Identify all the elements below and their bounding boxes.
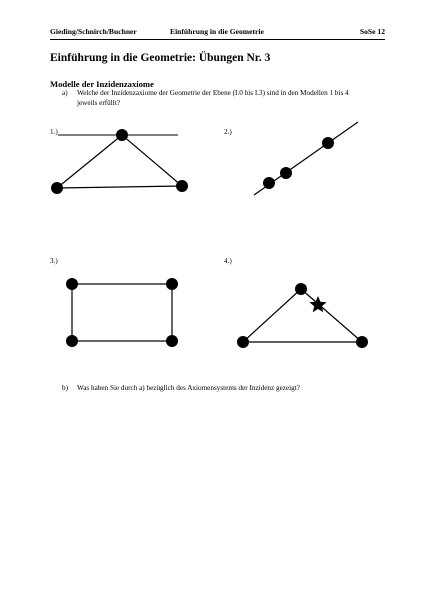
page-title: Einführung in die Geometrie: Übungen Nr. 3 (50, 52, 271, 64)
fig1-point (51, 182, 63, 194)
header-semester: SoSe 12 (359, 27, 385, 36)
fig4-edge (243, 289, 301, 342)
question-a-text: Welche der Inzidenzaxiome der Geometrie der Ebene (I.0 bis I.3) sind in den Modellen 1 bis 4 jeweils erfüllt? (77, 89, 349, 107)
fig2-point (263, 177, 275, 189)
figure-4 (237, 283, 368, 348)
question-b-text: Was haben Sie durch a) bezüglich des Axiomensystems der Inzidenz gezeigt? (77, 384, 300, 392)
fig1-edge (57, 135, 122, 188)
figure-3-label: 3.) (50, 257, 58, 265)
figure-3 (66, 278, 178, 347)
fig3-rectangle (72, 284, 172, 341)
figure-4-label: 4.) (224, 257, 232, 265)
fig4-edge (301, 289, 362, 342)
fig2-point (322, 137, 334, 149)
section-title: Modelle der Inzidenzaxiome (50, 79, 154, 89)
fig2-point (280, 167, 292, 179)
fig3-point (66, 335, 78, 347)
figure-2 (254, 122, 358, 195)
fig1-edge (57, 186, 182, 188)
fig4-point (237, 336, 249, 348)
fig1-point (116, 129, 128, 141)
header-course: Einführung in die Geometrie (170, 27, 264, 36)
question-b-label: b) (62, 384, 68, 392)
figure-1-label: 1.) (50, 128, 58, 136)
fig3-point (166, 335, 178, 347)
figure-2-label: 2.) (224, 128, 232, 136)
fig3-point (66, 278, 78, 290)
question-a-label: a) (62, 89, 68, 97)
header-authors: Gieding/Schnirch/Buchner (50, 27, 137, 36)
fig3-point (166, 278, 178, 290)
figure-1 (51, 129, 188, 194)
fig4-point (356, 336, 368, 348)
fig4-point (295, 283, 307, 295)
fig1-edge (122, 135, 182, 186)
fig1-point (176, 180, 188, 192)
